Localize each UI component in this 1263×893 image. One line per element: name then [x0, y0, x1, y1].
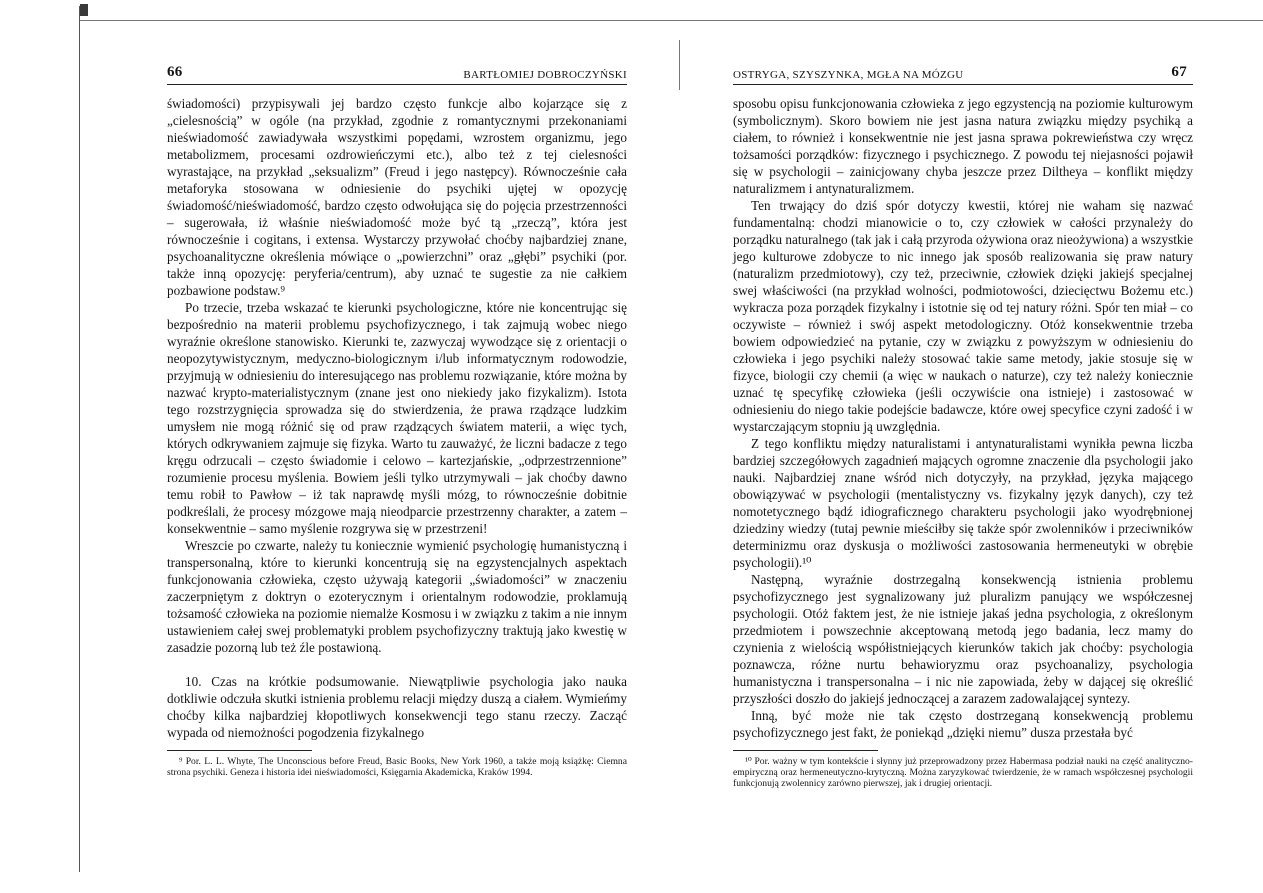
left-page — [167, 62, 627, 778]
left-paragraph-2: Po trzecie, trzeba wskazać te kierunki psychologiczne, które nie koncentrując się bezpośrednio na materii problemu psychofizycznego, i tak zajmują wobec niego wyraźnie określone stanowisko. Kierunki te, zazwyczaj wywodzące się z orientacji o neopozytywistycznym, medyczno-biologicznym i/lub informatycznym rodowodzie, przyjmują w odniesieniu do interesującego nas problemu rozwiązanie, które można by nazwać krypto-materialistycznym (znane jest ono niekiedy jako fizykalizm). Istota tego rozstrzygnięcia sprowadza się do stwierdzenia, że prawa rządzące ludzkim umysłem nie mogą różnić się od praw rządzących światem materii, a więc tych, których odkrywaniem zajmuje się fizyka. Warto tu zauważyć, że liczni badacze z tego kręgu odrzucali – często świadomie i celowo – kartezjańskie, „odprzestrzennione” rozumienie procesu myślenia. Bowiem jeśli tylko utrzymywali – jak choćby dawno temu robił to Pawłow – iż tak naprawdę myśli mózg, to równocześnie dobitnie podkreślali, że procesy mózgowe mają nieodparcie przestrzenny charakter, a zatem – konsekwentnie – samo myślenie rozgrywa się w przestrzeni! — [167, 300, 627, 536]
left-footnote-rule — [167, 750, 312, 751]
right-paragraph-3: Z tego konfliktu między naturalistami i antynaturalistami wynikła pewna liczba bardziej szczegółowych zagadnień mających ogromne znaczenie dla psychologii jako nauki. Najbardziej znane wśród nich dotyczyły, na przykład, języka mającego obowiązywać w psychologii (mentalistyczny vs. fizykalny język danych), czy też nomotetycznego bądź idiograficznego charakteru psychologii jako wyodrębnionej dziedziny wiedzy (tutaj pewnie mieściłby się także spór zwolenników i przeciwników determinizmu oraz dyskusja o możliwości zastosowania hermeneutyki w obrębie psychologii).¹⁰ — [733, 436, 1193, 570]
scan-left-edge — [79, 6, 80, 872]
right-page — [733, 62, 1193, 789]
right-footnote-rule — [733, 750, 878, 751]
scan-top-edge — [80, 20, 1263, 21]
left-running-head — [167, 62, 627, 85]
right-paragraph-2: Ten trwający do dziś spór dotyczy kwestii, której nie waham się nazwać fundamentalną: chodzi mianowicie o to, czy człowiek w całości przynależy do porządku naturalnego (tak jak i całą przyroda ożywiona oraz nieożywiona) a wszystkie jego kulturowe zdobycze to nic innego jak sposób realizowania się praw natury (naturalizm przedmiotowy), czy też, przeciwnie, człowiek dzięki jakiejś specjalnej swej właściwości (na przykład wolności, podmiotowości, dziecięctwu Bożemu etc.) wykracza poza porządek fizykalny i istotnie się od tej natury różni. Spór ten miał – co oczywiste – również i swój aspekt metodologiczny. Otóż konsekwentnie trzeba bowiem odpowiedzieć na pytanie, czy w związku z powyższym w odniesieniu do człowieka i jego psychiki należy stosować takie same metody, jakie stosuje się w fizyce, biologii czy chemii (a więc w naukach o naturze), czy też należy koniecznie uznać tę specyfikę człowieka (jeśli oczywiście ona istnieje) i zastosować w odniesieniu do niego takie podejście badawcze, które owej specyfice czyni zadość i w wystarczającym stopniu ją uwzględnia. — [733, 198, 1193, 434]
right-running-title: OSTRYGA, SZYSZYNKA, MGŁA NA MÓZGU — [733, 69, 964, 81]
scan-corner-mark — [80, 4, 88, 16]
right-page-number: 67 — [1171, 64, 1187, 80]
right-paragraph-5: Inną, być może nie tak często dostrzeganą konsekwencją problemu psychofizycznego jest fakt, że poniekąd „dzięki niemu” dusza przestała być — [733, 708, 1193, 740]
left-paragraph-4: 10. Czas na krótkie podsumowanie. Niewątpliwie psychologia jako nauka dotkliwie odczuła skutki istnienia problemu relacji między duszą a ciałem. Wymieńmy choćby kilka najbardziej kłopotliwych konsekwencji tego stanu rzeczy. Zacząć wypada od niemożności pogodzenia fizykalnego — [167, 674, 627, 740]
left-footnote: ⁹ Por. L. L. Whyte, The Unconscious before Freud, Basic Books, New York 1960, a także moją książkę: Ciemna strona psychiki. Geneza i historia idei nieświadomości, Księgarnia Akademicka, Kraków 1994. — [167, 756, 627, 778]
left-running-title: BARTŁOMIEJ DOBROCZYŃSKI — [463, 69, 627, 81]
left-page-number: 66 — [167, 64, 183, 80]
right-paragraph-4: Następną, wyraźnie dostrzegalną konsekwencją istnienia problemu psychofizycznego jest sygnalizowany już pluralizm panujący we współczesnej psychologii. Otóż faktem jest, że nie istnieje jakaś jedna psychologia, z określonym przedmiotem i powszechnie akceptowaną metodą jego badania, lecz mamy do czynienia z wielością współistniejących kierunków takich jak choćby: psychologia poznawcza, różne nurtu behawioryzmu oraz psychoanalizy, psychologia humanistyczna i transpersonalna – i nic nie zapowiada, żeby w dającej się określić przyszłości doszło do jakiejś jednoczącej a zarazem zadowalającej syntezy. — [733, 572, 1193, 706]
left-paragraph-1: świadomości) przypisywali jej bardzo często funkcje albo kojarzące się z „cielesnością” w ogóle (na przykład, zgodnie z romantycznymi przekonaniami nieświadomość zawiadywała wszystkimi popędami, wzrostem organizmu, jego metabolizmem, procesami ozdrowieńczymi etc.), albo też z tej cielesności wyrastające, na przykład „seksualizm” (Freud i jego następcy). Równocześnie cała metaforyka stosowana w odniesienie do psychiki ujętej w opozycję świadomość/nieświadomość, bardzo często odwołująca się do pojęcia przestrzenności – sugerowała, iż właśnie nieświadomość może być tą „rzeczą”, która jest równocześnie i cogitans, i extensa. Wystarczy przywołać choćby najbardziej znane, psychoanalityczne określenia mówiące o „powierzchni” oraz „głębi” psychiki (por. także inną opozycję: peryferia/centrum), aby uznać te sugestie za nie całkiem pozbawione podstaw.⁹ — [167, 96, 627, 298]
right-footnote: ¹⁰ Por. ważny w tym kontekście i słynny już przeprowadzony przez Habermasa podział nauki na część analityczno-empiryczną oraz hermeneutyczno-krytyczną. Można zaryzykować twierdzenie, że w ramach współczesnej psychologii funkcjonują zwolennicy zarówno pierwszej, jak i drugiej orientacji. — [733, 756, 1193, 789]
left-body-text — [167, 95, 627, 741]
right-body-text — [733, 95, 1193, 741]
right-running-head — [733, 62, 1193, 85]
left-paragraph-3: Wreszcie po czwarte, należy tu koniecznie wymienić psychologię humanistyczną i transpersonalną, które to kierunki koncentrują się na egzystencjalnych aspektach funkcjonowania człowieka, często używają kategorii „świadomości” w znaczeniu zaczerpniętym z doktryn o ezoterycznym i orientalnym rodowodzie, proklamują tożsamość człowieka na poziomie niemalże Kosmosu i w związku z takim a nie innym ustawieniem całej swej problematyki problem psychofizyczny traktują jako kwestię w zasadzie pozorną lub też źle postawioną. — [167, 538, 627, 655]
right-paragraph-1: sposobu opisu funkcjonowania człowieka z jego egzystencją na poziomie kulturowym (symbolicznym). Skoro bowiem nie jest jasna natura związku między psychiką a ciałem, to również i konsekwentnie nie jest jasna sprawa pokrewieństwa czy wręcz tożsamości porządków: fizycznego i psychicznego. Z powodu tej niejasności pojawił się w psychologii – zainicjowany chyba jeszcze przez Diltheya – konflikt między naturalizmem i antynaturalizmem. — [733, 96, 1193, 196]
book-gutter — [679, 40, 680, 90]
